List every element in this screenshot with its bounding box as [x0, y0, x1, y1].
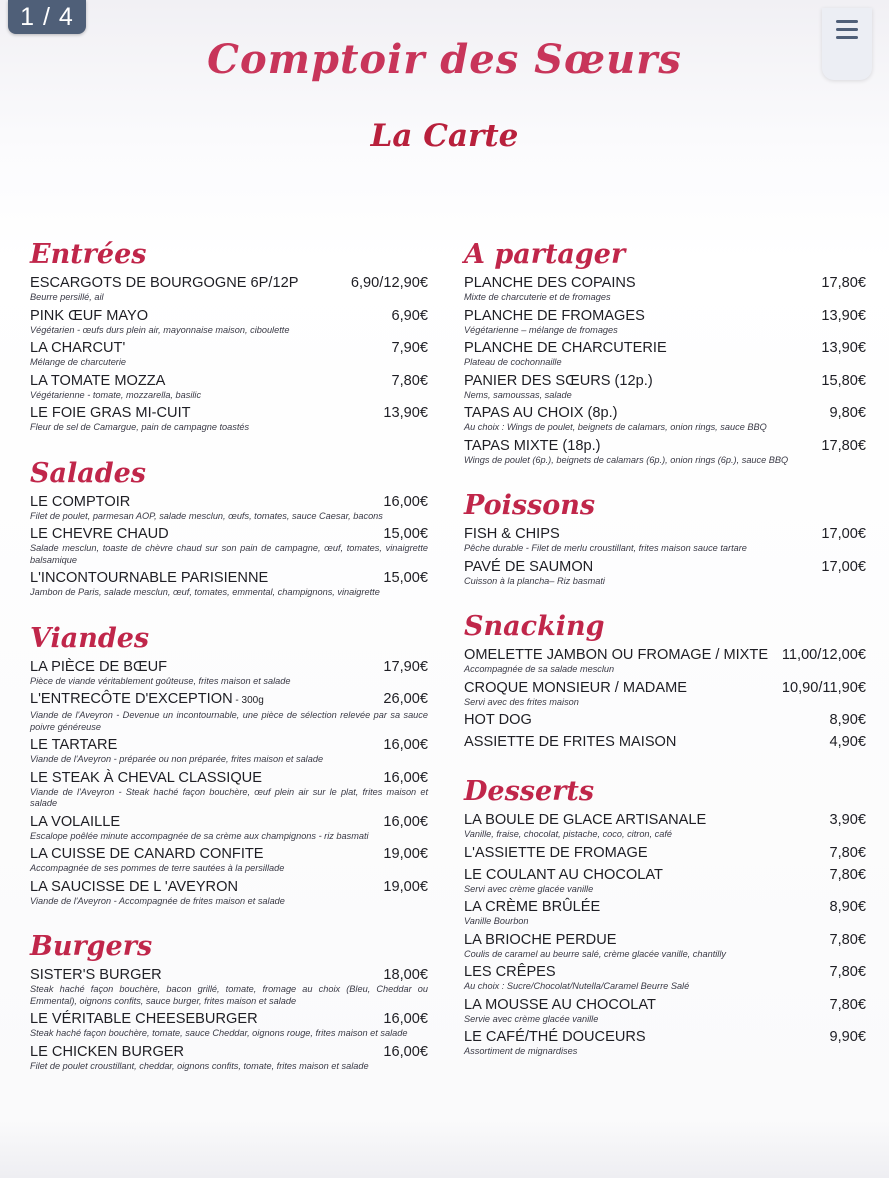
- menu-item-row: [464, 1028, 866, 1046]
- menu-item-price: 8,90€: [829, 899, 866, 915]
- menu-item-price: 10,90/11,90€: [781, 679, 866, 696]
- menu-item-name-wrap: [464, 404, 618, 422]
- menu-item: [464, 372, 866, 402]
- menu-item-name-wrap: [30, 690, 264, 710]
- menu-item-name-wrap: [30, 769, 262, 787]
- menu-item-description: Vanille, fraise, chocolat, pistache, coco, citron, café: [464, 829, 673, 839]
- menu-item-name-wrap: [464, 811, 706, 829]
- menu-item: [30, 878, 428, 908]
- menu-item-name: LA PIÈCE DE BŒUF: [30, 658, 168, 675]
- menu-item-spacer: [464, 862, 866, 865]
- menu-item-price: 15,00€: [383, 570, 428, 586]
- menu-item-row: [30, 274, 428, 292]
- menu-item-name: LE VÉRITABLE CHEESEBURGER: [30, 1011, 258, 1027]
- menu-item-row: [464, 866, 866, 884]
- menu-item-price: 15,80€: [821, 372, 866, 389]
- menu-item: [30, 1043, 428, 1073]
- menu-item-name: LA CUISSE DE CANARD CONFITE: [30, 846, 264, 862]
- menu-item-name-wrap: [464, 898, 600, 916]
- menu-item-row: [30, 1043, 428, 1061]
- menu-item-name-wrap: [464, 372, 653, 390]
- menu-item-name: SISTER'S BURGER: [30, 967, 162, 983]
- menu-item: [464, 558, 866, 588]
- menu-item-row: [464, 646, 866, 664]
- menu-item-row: [30, 372, 428, 390]
- menu-item-description: Accompagnée de sa salade mesclun: [464, 664, 615, 674]
- menu-item-name: LA BRIOCHE PERDUE: [464, 931, 617, 948]
- menu-item-name: TAPAS MIXTE (18p.): [464, 437, 601, 454]
- section-viandes: [30, 620, 428, 908]
- menu-item-name: FISH & CHIPS: [464, 526, 560, 542]
- menu-item-row: [464, 372, 866, 390]
- menu-item-name: PANIER DES SŒURS (12p.): [464, 372, 653, 389]
- menu-item-description: Viande de l'Aveyron - Steak haché façon bouchère, œuf plein air sur le plat, frites maison et salade: [30, 786, 428, 808]
- menu-item-price: 6,90/12,90€: [350, 275, 428, 291]
- menu-item-name: HOT DOG: [464, 712, 532, 728]
- menu-item-name: OMELETTE JAMBON OU FROMAGE / MIXTE: [464, 647, 769, 663]
- menu-item-row: [464, 931, 866, 949]
- menu-item-name: LES CRÊPES: [464, 964, 556, 980]
- menu-item: [464, 404, 866, 434]
- menu-item-description: Assortiment de mignardises: [464, 1046, 578, 1056]
- menu-item-row: [30, 966, 428, 984]
- section-title: A partager: [464, 239, 626, 270]
- menu-item-price: 13,90€: [821, 340, 866, 356]
- menu-item-name-wrap: [30, 372, 165, 390]
- section-spacer: [30, 602, 428, 620]
- menu-item: [30, 813, 428, 843]
- menu-item-description: Steak haché façon bouchère, bacon grillé, tomate, fromage au choix (Bleu, Cheddar ou Emmental), oignons confits, sauce burger, frites maison et salade: [30, 984, 428, 1006]
- menu-item-name-wrap: [464, 437, 601, 455]
- menu-item-name-wrap: [30, 1010, 258, 1028]
- menu-item-name-wrap: [464, 996, 656, 1014]
- menu-item-row: [464, 811, 866, 829]
- menu-item-description: Pêche durable - Filet de merlu croustillant, frites maison sauce tartare: [464, 543, 747, 553]
- menu-item: [30, 658, 428, 688]
- menu-item-name: ASSIETTE DE FRITES MAISON: [464, 734, 677, 750]
- menu-item: [464, 996, 866, 1026]
- menu-item-row: [464, 307, 866, 325]
- menu-item-name-wrap: [30, 307, 148, 325]
- menu-item-description: Mixte de charcuterie et de fromages: [464, 292, 611, 302]
- page-counter: 1 / 4: [8, 0, 86, 34]
- menu-item-price: 13,90€: [383, 405, 428, 421]
- menu-item-row: [464, 679, 866, 697]
- menu-item-row: [464, 733, 866, 751]
- menu-item: [30, 274, 428, 304]
- menu-item-row: [30, 493, 428, 511]
- section-snacking: [464, 608, 866, 754]
- menu-item-description: Plateau de cochonnaille: [464, 357, 562, 367]
- menu-item-name-wrap: [30, 274, 298, 292]
- menu-item-row: [30, 658, 428, 676]
- menu-subtitle: La Carte: [370, 118, 519, 154]
- menu-item-description: Viande de l'Aveyron - Accompagnée de frites maison et salade: [30, 895, 285, 906]
- menu-item-description: Nems, samoussas, salade: [464, 389, 572, 400]
- menu-item-description: Cuisson à la plancha– Riz basmati: [464, 575, 605, 586]
- menu-item: [30, 339, 428, 369]
- menu-item-name-wrap: [30, 569, 268, 587]
- menu-item: [464, 733, 866, 754]
- menu-item-name: CROQUE MONSIEUR / MADAME: [464, 679, 687, 696]
- menu-item-description: Jambon de Paris, salade mesclun, œuf, tomates, emmental, champignons, vinaigrette: [30, 587, 380, 597]
- menu-item-name-wrap: [30, 813, 120, 831]
- menu-item-description: Steak haché façon bouchère, tomate, sauce Cheddar, oignons rouge, frites maison et salade: [30, 1028, 408, 1038]
- menu-item-price: 17,00€: [821, 526, 866, 542]
- section-poissons: [464, 487, 866, 587]
- menu-item-name-wrap: [464, 558, 593, 576]
- menu-item-description: Pièce de viande véritablement goûteuse, frites maison et salade: [30, 675, 291, 686]
- menu-item-name-wrap: [464, 733, 676, 751]
- menu-item-name-wrap: [30, 525, 169, 543]
- menu-item: [464, 525, 866, 555]
- menu-item-price: 4,90€: [829, 734, 866, 750]
- menu-item-description: Accompagnée de ses pommes de terre sautées à la persillade: [30, 863, 285, 873]
- menu-item-description: Au choix : Sucre/Chocolat/Nutella/Caramel Beurre Salé: [464, 981, 690, 991]
- menu-item-row: [464, 844, 866, 862]
- menu-item-name-wrap: [464, 646, 768, 664]
- menu-item-name-wrap: [464, 339, 667, 357]
- section-title: Entrées: [30, 239, 147, 270]
- menu-item-description: Servi avec des frites maison: [464, 696, 579, 707]
- menu-item-name: LE STEAK À CHEVAL CLASSIQUE: [30, 769, 262, 786]
- section-entrees: [30, 236, 428, 434]
- menu-item-price: 16,00€: [383, 1011, 428, 1027]
- menu-item-name: ESCARGOTS DE BOURGOGNE 6P/12P: [30, 275, 299, 291]
- menu-item-description: Beurre persillé, ail: [30, 292, 104, 302]
- menu-item: [30, 372, 428, 402]
- menu-item-name-wrap: [30, 736, 117, 754]
- menu-item-name: PINK ŒUF MAYO: [30, 307, 149, 324]
- menu-item: [30, 1010, 428, 1040]
- menu-item-row: [30, 525, 428, 543]
- section-a-partager: [464, 236, 866, 466]
- menu-item-row: [464, 996, 866, 1014]
- restaurant-title: Comptoir des Sœurs: [207, 36, 682, 83]
- menu-item-name: L'ENTRECÔTE D'EXCEPTION: [30, 691, 233, 707]
- menu-item-description: Végétarien - œufs durs plein air, mayonnaise maison, ciboulette: [30, 324, 290, 335]
- menu-item: [30, 845, 428, 875]
- menu-item-price: 7,80€: [829, 866, 866, 883]
- menu-item-name-wrap: [464, 525, 560, 543]
- menu-item-description: Vanille Bourbon: [464, 916, 529, 926]
- section-title: Poissons: [464, 490, 596, 521]
- menu-item: [464, 339, 866, 369]
- menu-item-name: LE CHICKEN BURGER: [30, 1043, 185, 1060]
- menu-item-row: [30, 1010, 428, 1028]
- menu-item-name: LA MOUSSE AU CHOCOLAT: [464, 996, 656, 1013]
- menu-item: [464, 679, 866, 709]
- menu-item: [30, 736, 428, 766]
- menu-item-row: [464, 963, 866, 981]
- menu-item-row: [464, 898, 866, 916]
- menu-item-name-wrap: [464, 1028, 646, 1046]
- menu-item-row: [30, 813, 428, 831]
- menu-item-description: Au choix : Wings de poulet, beignets de calamars, onion rings, sauce BBQ: [464, 422, 767, 432]
- menu-item-name-wrap: [464, 307, 645, 325]
- menu-item-name-wrap: [464, 274, 636, 292]
- menu-item-name: PAVÉ DE SAUMON: [464, 558, 594, 575]
- menu-item-row: [30, 569, 428, 587]
- menu-item-price: 9,80€: [829, 405, 866, 421]
- menu-item-price: 9,90€: [829, 1029, 866, 1045]
- menu-item-name-wrap: [30, 493, 130, 511]
- menu-item-description: Servi avec crème glacée vanille: [464, 883, 594, 894]
- menu-item-row: [30, 878, 428, 896]
- menu-item-price: 17,90€: [383, 658, 428, 675]
- menu-item: [30, 525, 428, 566]
- menu-item-name: LA VOLAILLE: [30, 813, 121, 830]
- menu-item: [464, 963, 866, 993]
- menu-item-description: Salade mesclun, toaste de chèvre chaud sur son pain de campagne, œuf, tomates, vinaigrette balsamique: [30, 543, 428, 565]
- menu-item-name-wrap: [30, 658, 167, 676]
- menu-item-spacer: [464, 729, 866, 732]
- menu-item-row: [464, 525, 866, 543]
- menu-item-price: 17,00€: [821, 558, 866, 575]
- menu-item-name: LA CRÈME BRÛLÉE: [464, 899, 601, 915]
- menu-item-name: PLANCHE DE FROMAGES: [464, 307, 645, 324]
- menu-item: [30, 569, 428, 599]
- section-spacer: [464, 755, 866, 773]
- menu-item-price: 7,80€: [391, 372, 428, 389]
- menu-item-price: 16,00€: [383, 769, 428, 786]
- menu-item-description: Viande de l'Aveyron - préparée ou non préparée, frites maison et salade: [30, 754, 324, 764]
- menu-item: [464, 711, 866, 732]
- menu-item-name: LA TOMATE MOZZA: [30, 372, 166, 389]
- menu-item-name: LE CAFÉ/THÉ DOUCEURS: [464, 1029, 646, 1045]
- menu-item-name: LE COMPTOIR: [30, 493, 131, 510]
- menu-item-name-wrap: [464, 679, 687, 697]
- menu-item-name-wrap: [30, 404, 191, 422]
- section-burgers: [30, 928, 428, 1072]
- menu-item-name-wrap: [30, 1043, 184, 1061]
- menu-item-row: [30, 690, 428, 710]
- section-spacer: [464, 590, 866, 608]
- menu-item: [30, 966, 428, 1007]
- menu-item-row: [464, 711, 866, 729]
- menu-item-description: Mélange de charcuterie: [30, 357, 127, 367]
- menu-item-name-wrap: [464, 963, 556, 981]
- menu-item-name-wrap: [30, 845, 264, 863]
- menu-item-price: 7,80€: [829, 931, 866, 948]
- menu-item-name: LE TARTARE: [30, 737, 118, 753]
- menu-item-price: 7,80€: [829, 964, 866, 980]
- menu-item-description: Filet de poulet croustillant, cheddar, oignons confits, tomate, frites maison et salade: [30, 1060, 369, 1071]
- menu-item-weight: - 300g: [232, 695, 264, 706]
- menu-item: [30, 690, 428, 733]
- menu-item-name: LA BOULE DE GLACE ARTISANALE: [464, 812, 707, 828]
- menu-item-row: [30, 845, 428, 863]
- menu-item: [464, 898, 866, 928]
- menu-item-name: LE COULANT AU CHOCOLAT: [464, 866, 663, 883]
- menu-item-price: 15,00€: [383, 526, 428, 542]
- menu-item-price: 19,00€: [383, 846, 428, 862]
- menu-item: [464, 811, 866, 841]
- section-title: Burgers: [30, 931, 153, 962]
- section-title: Snacking: [464, 611, 605, 642]
- menu-item-price: 3,90€: [829, 812, 866, 828]
- menu-item-name: L'INCONTOURNABLE PARISIENNE: [30, 570, 269, 586]
- menu-item-price: 16,00€: [383, 1043, 428, 1060]
- section-desserts: [464, 773, 866, 1058]
- menu-item-name: LE FOIE GRAS MI-CUIT: [30, 405, 191, 421]
- section-spacer: [30, 910, 428, 928]
- section-title: Viandes: [30, 622, 150, 654]
- menu-item-row: [30, 339, 428, 357]
- menu-item-spacer: [464, 751, 866, 754]
- menu-item-price: 16,00€: [383, 813, 428, 830]
- menu-item-price: 16,00€: [383, 737, 428, 753]
- menu-item-name: PLANCHE DES COPAINS: [464, 275, 636, 291]
- menu-item-description: Végétarienne – mélange de fromages: [464, 324, 618, 335]
- menu-item: [464, 646, 866, 676]
- menu-item-name: TAPAS AU CHOIX (8p.): [464, 405, 618, 421]
- menu-item-price: 11,00/12,00€: [781, 647, 866, 663]
- menu-item: [30, 307, 428, 337]
- menu-item-row: [30, 769, 428, 787]
- menu-item: [464, 866, 866, 896]
- section-title: Desserts: [464, 776, 595, 807]
- section-spacer: [30, 437, 428, 455]
- menu-item-description: Servie avec crème glacée vanille: [464, 1013, 599, 1024]
- menu-item-name-wrap: [464, 866, 663, 884]
- menu-item-description: Coulis de caramel au beurre salé, crème glacée vanille, chantilly: [464, 948, 726, 959]
- menu-item-name: LA CHARCUT': [30, 340, 126, 356]
- menu-item: [464, 307, 866, 337]
- menu-item-row: [464, 404, 866, 422]
- menu-item-description: Filet de poulet, parmesan AOP, salade mesclun, œufs, tomates, sauce Caesar, bacons: [30, 510, 383, 521]
- menu-item-price: 17,80€: [821, 275, 866, 291]
- menu-item-name-wrap: [464, 844, 648, 862]
- menu-item-name-wrap: [464, 931, 616, 949]
- menu-item-name-wrap: [30, 966, 162, 984]
- menu-item-description: Viande de l'Aveyron - Devenue un incontournable, une pièce de sélection relevée par sa sauce poivre généreuse: [30, 710, 428, 732]
- menu-item-price: 26,00€: [383, 691, 428, 707]
- menu-item-price: 18,00€: [383, 967, 428, 983]
- menu-item-row: [464, 558, 866, 576]
- menu-item-price: 16,00€: [383, 493, 428, 510]
- menu-item-row: [464, 274, 866, 292]
- menu-item-price: 6,90€: [391, 307, 428, 324]
- right-column: [464, 236, 866, 1061]
- menu-item: [464, 1028, 866, 1058]
- menu-item-row: [30, 307, 428, 325]
- menu-item-price: 17,80€: [821, 437, 866, 454]
- menu-item: [464, 844, 866, 865]
- left-column: [30, 236, 428, 1075]
- section-title: Salades: [30, 457, 147, 489]
- menu-item-name: PLANCHE DE CHARCUTERIE: [464, 340, 667, 356]
- menu-item-name-wrap: [30, 878, 238, 896]
- section-spacer: [464, 469, 866, 487]
- menu-item-price: 7,80€: [829, 996, 866, 1013]
- menu-item-row: [30, 404, 428, 422]
- menu-item-name: LA SAUCISSE DE L 'AVEYRON: [30, 878, 238, 895]
- menu-item-price: 13,90€: [821, 307, 866, 324]
- menu-item-row: [30, 736, 428, 754]
- menu-item-name: L'ASSIETTE DE FROMAGE: [464, 844, 648, 861]
- menu-item-description: Fleur de sel de Camargue, pain de campagne toastés: [30, 422, 250, 432]
- menu-item-name-wrap: [464, 711, 532, 729]
- menu-item: [464, 931, 866, 961]
- menu-item-description: Wings de poulet (6p.), beignets de calamars (6p.), onion rings (6p.), sauce BBQ: [464, 454, 789, 465]
- menu-item-row: [464, 339, 866, 357]
- menu-item-price: 7,90€: [391, 340, 428, 356]
- menu-item-description: Escalope poêlée minute accompagnée de sa crème aux champignons - riz basmati: [30, 830, 369, 841]
- menu-item-price: 8,90€: [829, 712, 866, 728]
- menu-item: [30, 404, 428, 434]
- menu-item-price: 7,80€: [829, 844, 866, 861]
- menu-item: [464, 274, 866, 304]
- menu-item-description: Végétarienne - tomate, mozzarella, basilic: [30, 389, 202, 400]
- menu-item-name: LE CHEVRE CHAUD: [30, 526, 169, 542]
- section-salades: [30, 455, 428, 599]
- menu-item-price: 19,00€: [383, 878, 428, 895]
- menu-item: [30, 493, 428, 523]
- menu-item-name-wrap: [30, 339, 125, 357]
- menu-item: [464, 437, 866, 467]
- menu-item: [30, 769, 428, 810]
- menu-item-row: [464, 437, 866, 455]
